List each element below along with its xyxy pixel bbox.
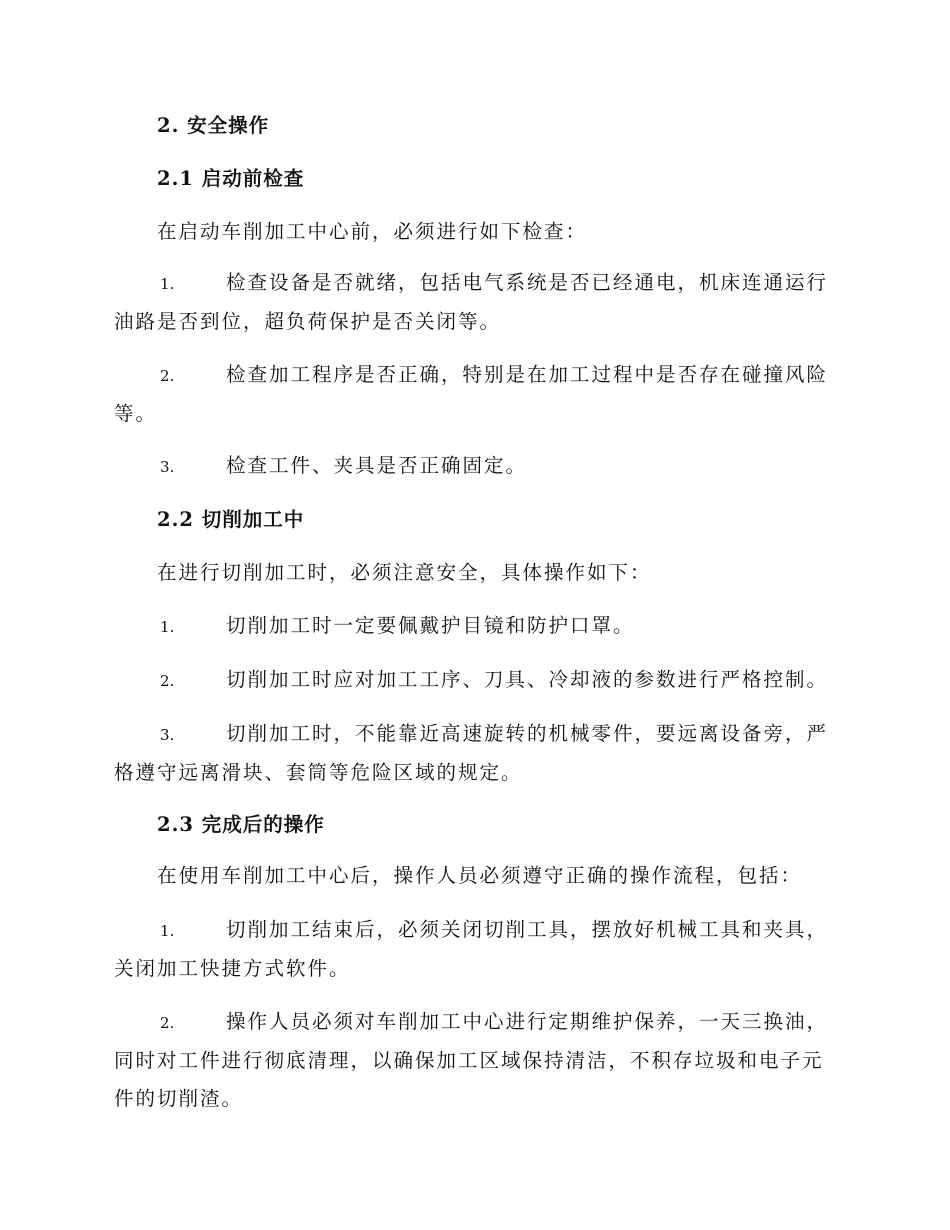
list-text: 切削加工时，不能靠近高速旋转的机械零件，要远离设备旁，严格遵守远离滑块、套筒等危险区域的规定。 bbox=[114, 722, 829, 784]
list-text: 操作人员必须对车削加工中心进行定期维护保养，一天三换油，同时对工件进行彻底清理，以确保加工区域保持清洁，不积存垃圾和电子元件的切削渣。 bbox=[114, 1010, 829, 1110]
list-item bbox=[114, 607, 834, 646]
list-number: 3. bbox=[160, 458, 175, 476]
section-heading-cutting: 2.2 切削加工中 bbox=[157, 508, 305, 531]
list-text: 切削加工结束后，必须关闭切削工具，摆放好机械工具和夹具，关闭加工快捷方式软件。 bbox=[114, 918, 829, 980]
list-item bbox=[114, 1003, 834, 1118]
list-number: 1. bbox=[160, 275, 175, 293]
list-item bbox=[114, 356, 834, 433]
list-item bbox=[114, 661, 834, 700]
section-heading-safety: 2. 安全操作 bbox=[157, 114, 270, 137]
list-number: 2. bbox=[160, 672, 175, 690]
list-number: 2. bbox=[160, 367, 175, 385]
intro-paragraph: 在启动车削加工中心前，必须进行如下检查： bbox=[157, 220, 588, 243]
list-number: 3. bbox=[160, 726, 175, 744]
list-item bbox=[114, 911, 834, 988]
section-heading-pre-start-check: 2.1 启动前检查 bbox=[157, 167, 305, 190]
list-number: 2. bbox=[160, 1014, 175, 1032]
section-heading-post-operation: 2.3 完成后的操作 bbox=[157, 813, 325, 836]
list-item bbox=[114, 447, 834, 486]
list-number: 1. bbox=[160, 618, 175, 636]
list-text: 检查工件、夹具是否正确固定。 bbox=[226, 454, 528, 477]
intro-paragraph: 在使用车削加工中心后，操作人员必须遵守正确的操作流程，包括： bbox=[157, 864, 803, 887]
list-text: 切削加工时一定要佩戴护目镜和防护口罩。 bbox=[226, 614, 635, 637]
list-item bbox=[114, 715, 834, 792]
list-text: 切削加工时应对加工工序、刀具、冷却液的参数进行严格控制。 bbox=[226, 668, 829, 691]
intro-paragraph: 在进行切削加工时，必须注意安全，具体操作如下： bbox=[157, 561, 652, 584]
list-number: 1. bbox=[160, 922, 175, 940]
list-text: 检查设备是否就绪，包括电气系统是否已经通电，机床连通运行油路是否到位，超负荷保护是否关闭等。 bbox=[114, 271, 829, 333]
list-text: 检查加工程序是否正确，特别是在加工过程中是否存在碰撞风险等。 bbox=[114, 363, 829, 425]
list-item bbox=[114, 264, 834, 341]
